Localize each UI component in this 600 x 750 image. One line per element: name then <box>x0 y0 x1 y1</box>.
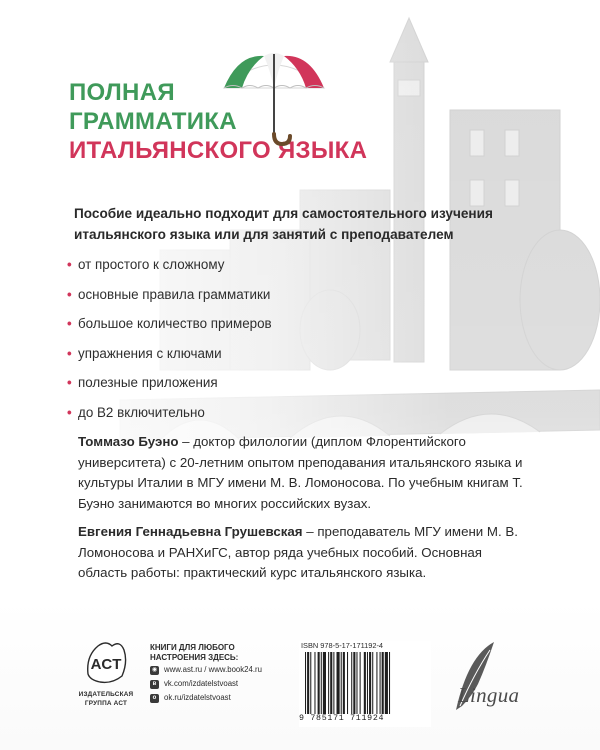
barcode-bar <box>356 652 357 714</box>
umbrella-icon <box>218 48 330 148</box>
link-text: vk.com/izdatelstvoast <box>164 679 239 688</box>
isbn-barcode-block <box>299 641 431 727</box>
barcode-bar <box>330 652 332 714</box>
ast-logo-icon <box>84 636 128 686</box>
publisher-name-line-2: ГРУППА АСТ <box>84 700 128 707</box>
promo-link-vk[interactable] <box>150 677 290 691</box>
feature-text: до B2 включительно <box>78 404 205 420</box>
author-bio-bueno <box>78 432 528 514</box>
intro-text: Пособие идеально подходит для самостоятельного изучения итальянского языка или для занятий с преподавателем <box>74 206 493 242</box>
barcode-bar <box>343 652 345 714</box>
barcode-bar <box>389 652 390 714</box>
feature-item <box>67 373 272 403</box>
isbn-label: ISBN 978-5-17-171192-4 <box>301 641 384 650</box>
author-name: Томмазо Буэно <box>78 434 179 449</box>
barcode-bar <box>333 652 334 714</box>
feature-text: упражнения с ключами <box>78 345 222 361</box>
barcode-bar <box>307 652 309 714</box>
barcode-bar <box>364 652 366 714</box>
feature-text: большое количество примеров <box>78 316 272 331</box>
promo-links <box>150 643 290 705</box>
bullet-icon: • <box>67 375 72 390</box>
bullet-icon: • <box>67 345 72 361</box>
link-text: www.ast.ru / www.book24.ru <box>164 665 262 674</box>
lingua-brand: Lingua <box>458 683 520 707</box>
title-line-2: ГРАММАТИКА <box>69 108 237 135</box>
feature-item <box>67 344 272 374</box>
feature-text: основные правила грамматики <box>78 286 271 302</box>
bullet-icon: • <box>67 404 72 420</box>
author-name: Евгения Геннадьевна Грушевская <box>78 524 303 539</box>
bullet-icon: • <box>67 316 72 331</box>
feature-text: полезные приложения <box>78 375 218 390</box>
ast-logo-text: ACT <box>90 656 122 673</box>
promo-title <box>150 643 290 663</box>
barcode-image <box>299 652 431 714</box>
title-line-1: ПОЛНАЯ <box>69 79 175 106</box>
bullet-icon: • <box>67 257 72 272</box>
feature-text: от простого к сложному <box>78 257 225 272</box>
barcode-digits: 9 785171 711924 <box>299 714 385 723</box>
feature-item <box>67 403 272 433</box>
feature-item <box>67 314 272 344</box>
barcode-bar <box>380 652 381 714</box>
barcode-bar <box>305 652 306 714</box>
barcode-bar <box>369 652 371 714</box>
barcode-bar <box>385 652 388 714</box>
bullet-icon: • <box>67 286 72 302</box>
promo-title-line-2: НАСТРОЕНИЯ ЗДЕСЬ: <box>150 653 239 662</box>
barcode-bar <box>314 652 315 714</box>
barcode-bar <box>360 652 361 714</box>
barcode-bar <box>341 652 342 714</box>
quill-icon <box>438 636 542 722</box>
promo-title-line-1: КНИГИ ДЛЯ ЛЮБОГО <box>150 643 235 652</box>
barcode-bar <box>323 652 326 714</box>
barcode-bar <box>372 652 373 714</box>
barcode-bar <box>367 652 368 714</box>
publisher-name-line-1: ИЗДАТЕЛЬСКАЯ <box>78 691 134 698</box>
barcode-bar <box>376 652 377 714</box>
barcode-bar <box>337 652 340 714</box>
barcode-bar <box>347 652 348 714</box>
barcode-bar <box>321 652 322 714</box>
publisher-logo <box>78 636 134 722</box>
author-bio-grushevskaya <box>78 522 528 584</box>
barcode-bar <box>353 652 355 714</box>
feature-list <box>67 255 272 432</box>
barcode-bar <box>318 652 320 714</box>
barcode-bar <box>328 652 329 714</box>
author-description: – преподаватель МГУ имени М. В. Ломоносова и РАНХиГС, автор ряда учебных пособий. Основная область работы: практический курс итальянского языка. <box>78 524 518 580</box>
feature-item <box>67 285 272 315</box>
vk-icon: в <box>150 680 159 689</box>
promo-link-website[interactable] <box>150 663 290 677</box>
barcode-bar <box>382 652 384 714</box>
ok-icon: о <box>150 694 159 703</box>
title-line-3: ИТАЛЬЯНСКОГО ЯЗЫКА <box>69 137 368 164</box>
barcode-bar <box>310 652 311 714</box>
globe-icon: ◉ <box>151 666 158 673</box>
author-description: – доктор филологии (диплом Флорентийского университета) с 20-летним опытом преподавания итальянского языка и культуры Италии в МГУ имени М. В. Ломоносова. По учебным книгам Т. Буэно занимаются во многих российских вузах. <box>78 434 523 511</box>
feature-item <box>67 255 272 285</box>
link-text: ok.ru/izdatelstvoast <box>164 693 231 702</box>
barcode-bar <box>351 652 352 714</box>
promo-link-ok[interactable] <box>150 691 290 705</box>
